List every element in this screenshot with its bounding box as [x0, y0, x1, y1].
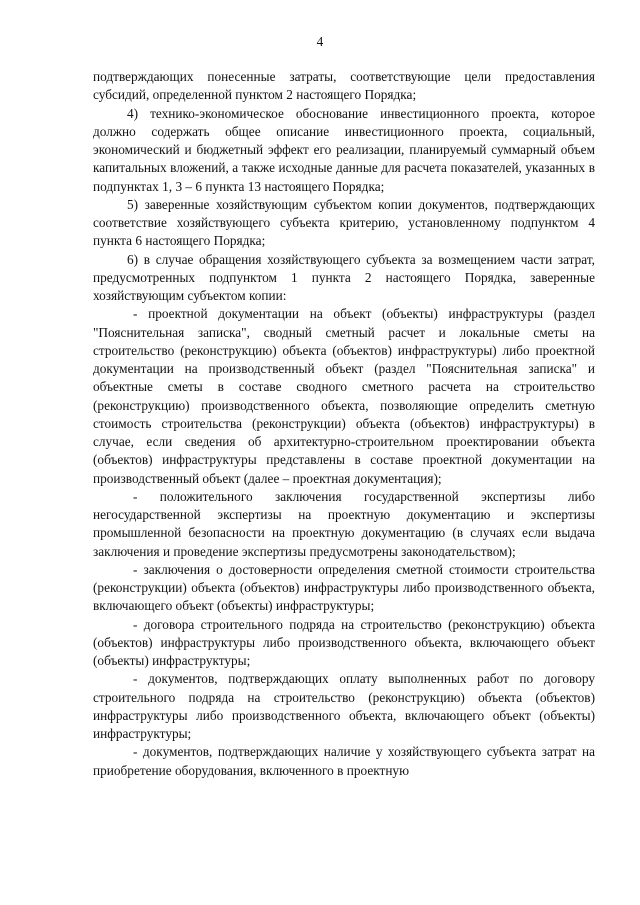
- paragraph-item-6: 6) в случае обращения хозяйствующего субъекта за возмещением части затрат, предусмотренных подпунктом 1 пункта 2 настоящего Порядка, заверенные хозяйствующим субъектом копии:: [93, 251, 595, 303]
- list-item-construction-contract: - договора строительного подряда на строительство (реконструкцию) объекта (объектов) инфраструктуры либо производственного объекта, включающего объект (объекты) инфраструктуры;: [93, 616, 595, 668]
- page-number: 4: [316, 34, 324, 49]
- paragraph-item-4: 4) технико-экономическое обоснование инвестиционного проекта, которое должно содержать общее описание инвестиционного проекта, социальный, экономический и бюджетный эффект его реализации, планируемый суммарный объем капитальных вложений, а также исходные данные для расчета показателей, указанных в подпунктах 1, 3 – 6 пункта 13 настоящего Порядка;: [93, 105, 595, 194]
- document-body: [93, 68, 595, 780]
- list-item-payment-documents: - документов, подтверждающих оплату выполненных работ по договору строительного подряда на строительство (реконструкцию) объекта (объектов) инфраструктуры либо производственного объекта, включающего объект (объекты) инфраструктуры;: [93, 671, 595, 741]
- list-item-expert-conclusion: - положительного заключения государственной экспертизы либо негосударственной экспертизы на проектную документацию и экспертизы промышленной безопасности на проектную документацию (в случаях если выдача заключения и проведение экспертизы предусмотрены законодательством);: [93, 488, 595, 559]
- list-item-equipment-documents: - документов, подтверждающих наличие у хозяйствующего субъекта затрат на приобретение оборудования, включенного в проектную: [93, 744, 595, 778]
- paragraph-item-5: 5) заверенные хозяйствующим субъектом копии документов, подтверждающих соответствие хозяйствующего субъекта критерию, установленному подпунктом 4 пункта 6 настоящего Порядка;: [93, 196, 595, 249]
- list-item-cost-reliability-conclusion: - заключения о достоверности определения сметной стоимости строительства (реконструкции) объекта (объектов) инфраструктуры либо производственного объекта, включающего объект (объекты) инфраструктуры;: [93, 561, 595, 614]
- paragraph-continuation: подтверждающих понесенные затраты, соответствующие цели предоставления субсидий, определенной пунктом 2 настоящего Порядка;: [93, 69, 595, 103]
- list-item-project-documentation: - проектной документации на объект (объекты) инфраструктуры (раздел "Пояснительная записка", сводный сметный расчет и локальные сметы на строительство (реконструкцию) объекта (объектов) инфраструктуры) либо проектной документации на производственный объект (раздел "Пояснительная записка" и объектные сметы в составе сводного сметного расчета на строительство (реконструкцию) производственного объекта, позволяющие определить сметную стоимость строительства (реконструкции) объекта (объектов) инфраструктуры) в случае, если сведения об архитектурно-строительном проектировании объекта (объектов) инфраструктуры представлены в составе проектной документации на производственный объект (далее – проектная документация);: [93, 306, 595, 486]
